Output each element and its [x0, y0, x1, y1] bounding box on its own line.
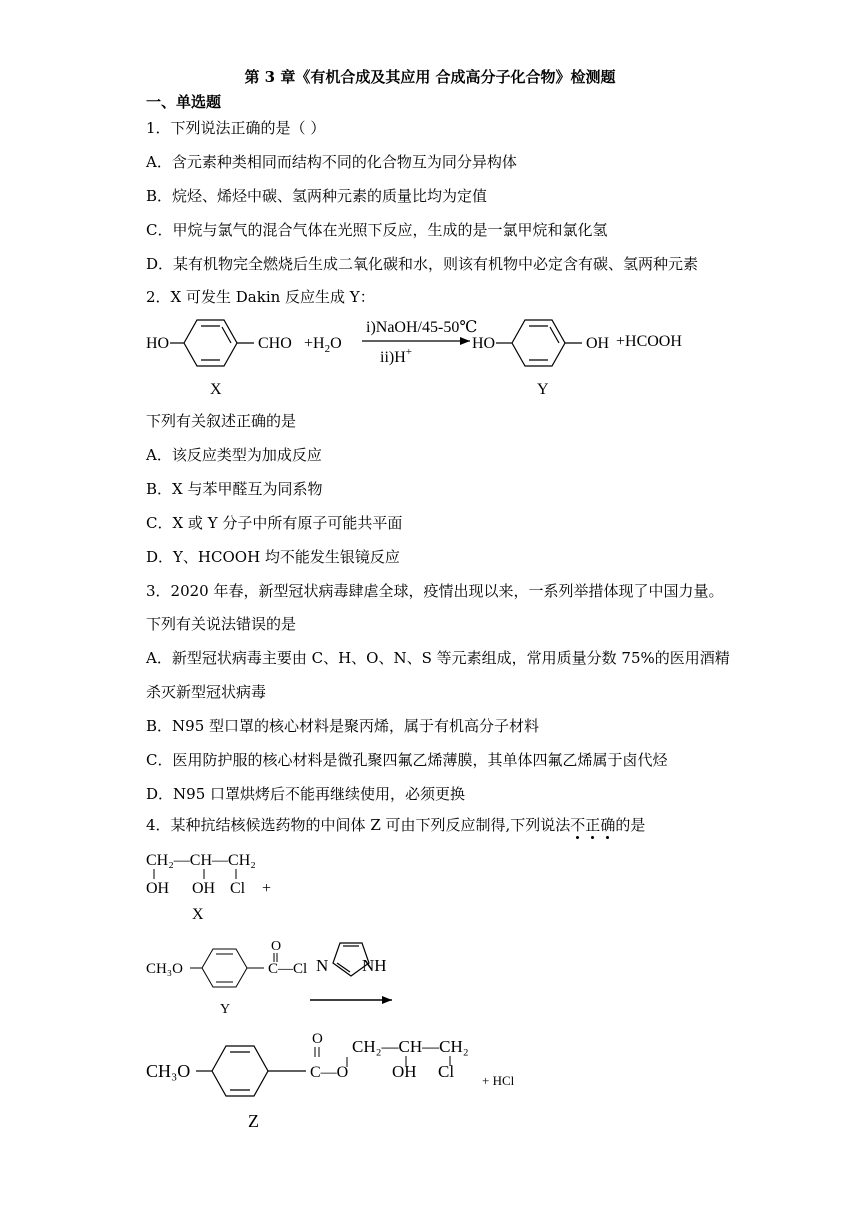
y-ho-text: HO [472, 335, 496, 352]
z-chain: CH₂—CH—CH₂ [352, 1037, 469, 1056]
q3-stem: 3．2020 年春，新型冠状病毒肆虐全球，疫情出现以来，一系列举措体现了中国力量。 [146, 582, 724, 600]
q3-option-d: D．N95 口罩烘烤后不能再继续使用，必须更换 [146, 785, 466, 803]
x-oh-2: OH [192, 880, 216, 897]
x-cl: Cl [230, 880, 246, 897]
q2-option-b: B．X 与苯甲醛互为同系物 [146, 480, 323, 498]
q2-option-c: C．X 或 Y 分子中所有原子可能共平面 [146, 514, 403, 532]
q4-emphasis [570, 816, 615, 834]
q1-option-c: C．甲烷与氯气的混合气体在光照下反应，生成的是一氯甲烷和氯化氢 [146, 221, 608, 239]
q3-option-c: C．医用防护服的核心材料是微孔聚四氟乙烯薄膜，其单体四氟乙烯属于卤代烃 [146, 751, 668, 769]
x-cho-text: CHO [258, 335, 292, 352]
z-label: Z [248, 1111, 259, 1131]
y-c-cl: C—Cl [268, 961, 308, 977]
x-label-q4: X [192, 906, 204, 923]
x-benzene-ring [184, 320, 237, 366]
dakin-reaction-scheme [140, 310, 720, 402]
z-benzene-ring [212, 1046, 268, 1096]
x-plus: + [262, 880, 272, 897]
imidazole-n: N [316, 956, 329, 975]
q3-option-b: B．N95 型口罩的核心材料是聚丙烯，属于有机高分子材料 [146, 717, 540, 735]
y-ch3o: CH₃O [146, 961, 183, 977]
q1-option-d: D．某有机物完全燃烧后生成二氧化碳和水，则该有机物中必定含有碳、氢两种元素 [146, 255, 699, 273]
hcl-byproduct: + HCl [482, 1073, 515, 1088]
x-chain: CH₂—CH—CH₂ [146, 852, 256, 869]
q1-stem: 1．下列说法正确的是（ ） [146, 119, 326, 137]
x-ho-text: HO [146, 335, 170, 352]
x-oh-1: OH [146, 880, 170, 897]
imidazole-nh: NH [362, 956, 387, 975]
y-oh-text: OH [586, 335, 610, 352]
h2o2-text: $+H_2O$ [304, 335, 342, 355]
q2-option-d: D．Y、HCOOH 均不能发生银镜反应 [146, 548, 400, 566]
y-label: Y [537, 381, 549, 398]
q3-option-a-cont: 杀灭新型冠状病毒 [146, 683, 267, 701]
x-label: X [210, 381, 222, 398]
section-heading: 一、单选题 [146, 93, 222, 111]
condition-1: i)NaOH/45-50℃ [366, 319, 478, 336]
q1-option-a: A．含元素种类相同而结构不同的化合物互为同分异构体 [146, 153, 517, 171]
z-cl: Cl [438, 1062, 455, 1081]
y-benzene-ring-q4 [202, 949, 247, 987]
hcooh-text: +HCOOH [616, 333, 682, 350]
y-o-top: O [271, 939, 282, 954]
q3-lead: 下列有关说法错误的是 [146, 615, 297, 633]
y-benzene-ring [512, 320, 565, 366]
q4-stem: 4．某种抗结核候选药物的中间体 Z 可由下列反应制得,下列说法不正确的是 [146, 816, 646, 834]
emphasis-char: 确 [600, 816, 616, 834]
q2-lead: 下列有关叙述正确的是 [146, 412, 297, 430]
q1-option-b: B．烷烃、烯烃中碳、氢两种元素的质量比均为定值 [146, 187, 488, 205]
z-ch3o: CH₃O [146, 1061, 191, 1081]
emphasis-char: 不 [570, 816, 586, 834]
emphasis-char: 正 [585, 816, 601, 834]
page-title: 第 3 章《有机合成及其应用 合成高分子化合物》检测题 [244, 68, 616, 86]
z-oh: OH [392, 1062, 417, 1081]
q4-reaction-scheme [140, 845, 560, 1135]
condition-2: ii)H+ [380, 346, 412, 366]
q2-option-a: A．该反应类型为加成反应 [146, 446, 322, 464]
y-label-q4: Y [220, 1002, 231, 1017]
z-ester: C—O [310, 1064, 349, 1081]
z-o-top: O [312, 1031, 323, 1047]
q3-option-a: A．新型冠状病毒主要由 C、H、O、N、S 等元素组成，常用质量分数 75%的医用酒精 [146, 649, 730, 667]
q2-stem: 2．X 可发生 Dakin 反应生成 Y： [146, 288, 375, 306]
